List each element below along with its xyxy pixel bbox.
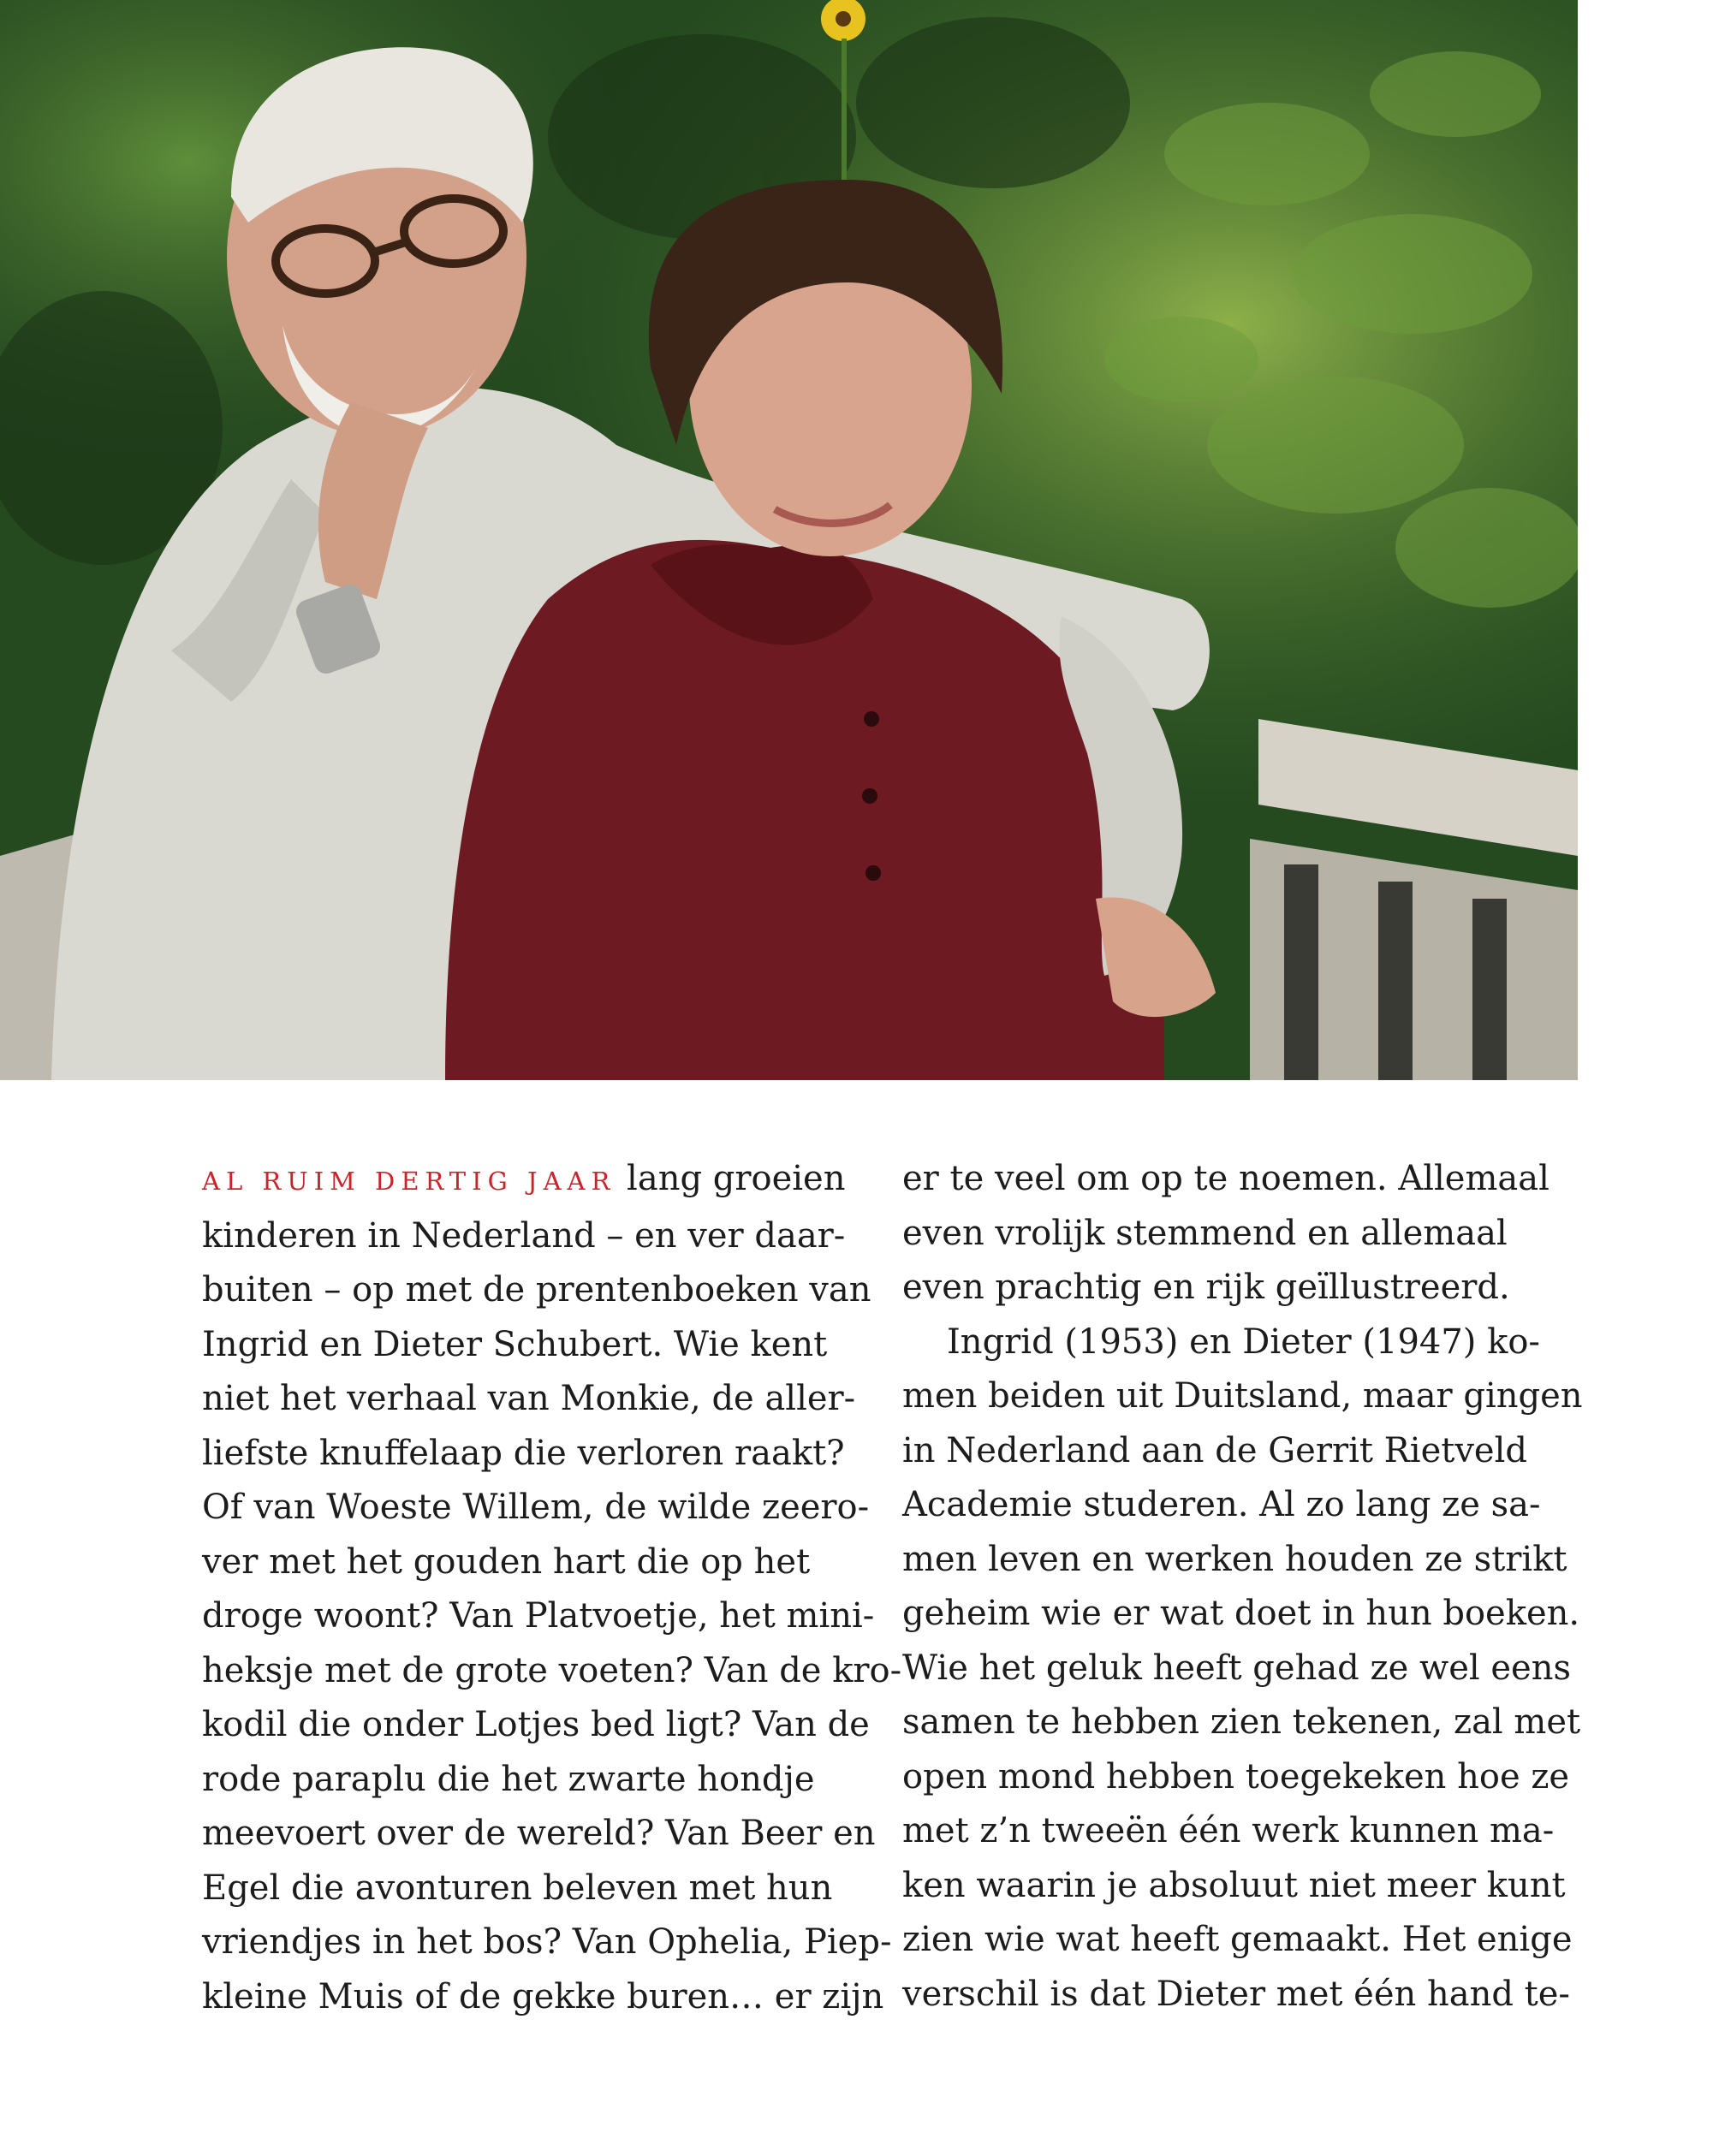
article-line: Academie studeren. Al zo lang ze sa- (902, 1485, 1541, 1524)
article-line: in Nederland aan de Gerrit Rietveld (902, 1430, 1527, 1470)
article-line: men beiden uit Duitsland, maar gingen (902, 1376, 1583, 1416)
article-line: zien wie wat heeft gemaakt. Het enige (902, 1920, 1573, 1959)
article-line: niet het verhaal van Monkie, de aller- (202, 1379, 856, 1418)
article-column-left (202, 1152, 902, 2024)
article-line: ver met het gouden hart die op het (202, 1541, 811, 1582)
article-line: er te veel om op te noemen. Allemaal (902, 1159, 1550, 1198)
article-line: ken waarin je absoluut niet meer kunt (902, 1865, 1566, 1905)
article-line: verschil is dat Dieter met één hand te- (902, 1974, 1570, 2014)
lead-line-rest: lang groeien (616, 1159, 846, 1198)
paragraph-start-line: Ingrid (1953) en Dieter (1947) ko- (947, 1322, 1540, 1362)
article-line: geheim wie er wat doet in hun boeken. (902, 1594, 1580, 1633)
article-line: open mond hebben toegekeken hoe ze (902, 1756, 1570, 1797)
article-line: men leven en werken houden ze strikt (902, 1539, 1567, 1579)
article-line: Of van Woeste Willem, de wilde zeero- (202, 1488, 870, 1527)
article-line: liefste knuffelaap die verloren raakt? (202, 1433, 845, 1473)
photo-illustration (0, 0, 1578, 1080)
article-line: samen te hebben zien tekenen, zal met (902, 1702, 1581, 1742)
article-line: even prachtig en rijk geïllustreerd. (902, 1268, 1510, 1307)
article-line: vriendjes in het bos? Van Ophelia, Piep- (202, 1922, 892, 1962)
article-line: met z’n tweeën één werk kunnen ma- (902, 1811, 1555, 1850)
article-line: kodil die onder Lotjes bed ligt? Van de (202, 1705, 870, 1744)
article-line: meevoert over de wereld? Van Beer en (202, 1814, 876, 1853)
article-line: even vrolijk stemmend en allemaal (902, 1213, 1508, 1253)
article-line: kinderen in Nederland – en ver daar- (202, 1215, 846, 1256)
article-line: Ingrid en Dieter Schubert. Wie kent (202, 1324, 828, 1364)
article-line: heksje met de grote voeten? Van de kro- (202, 1650, 902, 1690)
article-column-right (902, 1152, 1583, 2022)
article-line (202, 1152, 870, 1209)
article-line: Egel die avonturen beleven met hun (202, 1868, 833, 1908)
article-line: kleine Muis of de gekke buren… er zijn (202, 1976, 884, 2016)
article-line: Wie het geluk heeft gehad ze wel eens (902, 1648, 1572, 1688)
photo-couple-on-bench (0, 0, 1578, 1080)
lead-in-small-caps: AL RUIM DERTIG JAAR (202, 1167, 616, 1196)
article-line: droge woont? Van Platvoetje, het mini- (202, 1596, 875, 1636)
article-line: rode paraplu die het zwarte hondje (202, 1759, 815, 1799)
article-line: buiten – op met de prentenboeken van (202, 1270, 871, 1310)
